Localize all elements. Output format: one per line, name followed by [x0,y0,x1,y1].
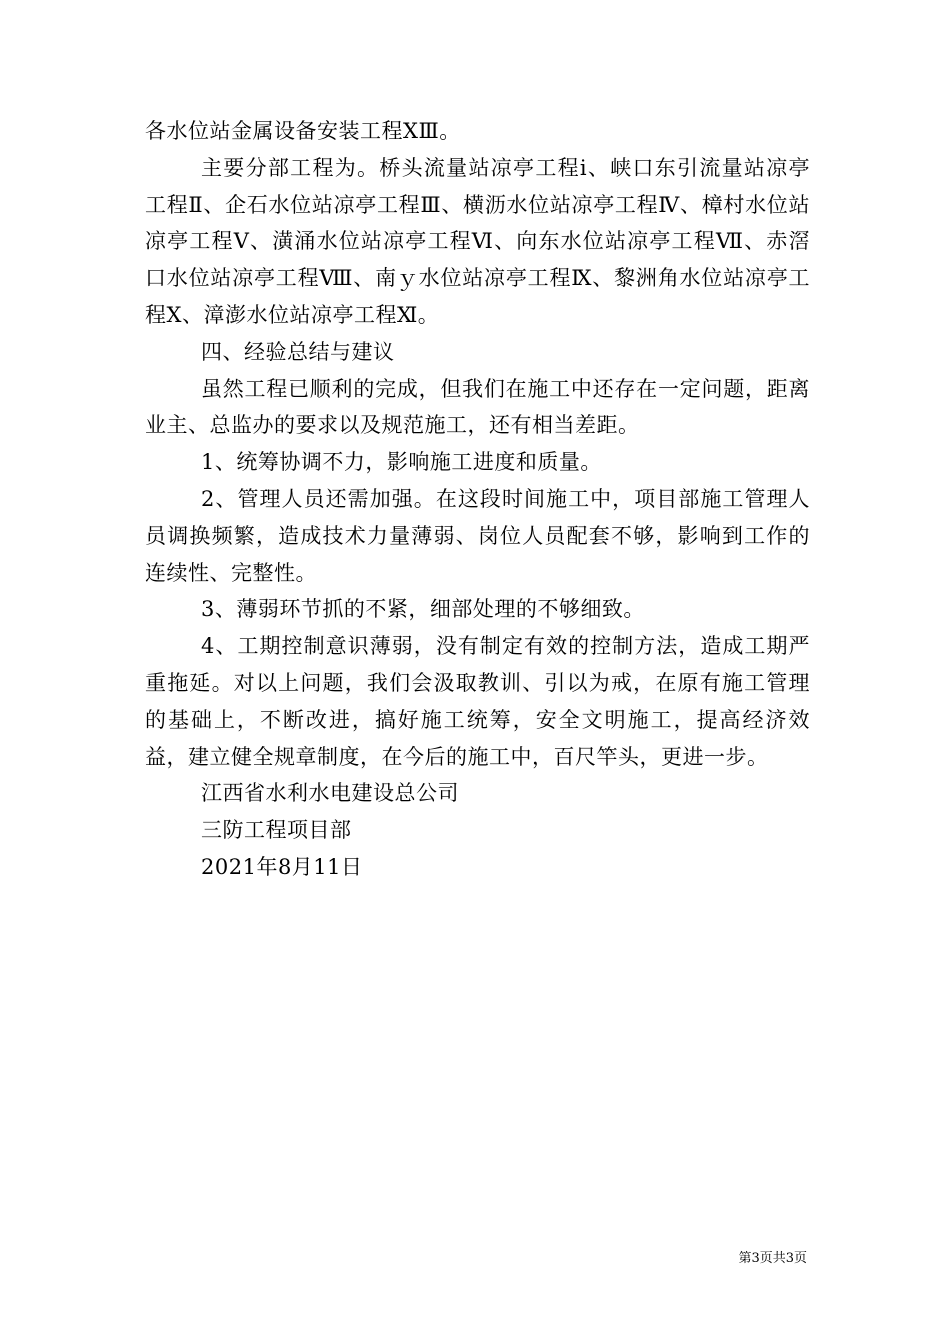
signature-date: 2021年8月11日 [201,854,363,879]
paragraph-intro: 虽然工程已顺利的完成，但我们在施工中还存在一定问题，距离业主、总监办的要求以及规范施工，还有相当差距。 [145,376,810,438]
list-item: 3、薄弱环节抓的不紧，细部处理的不够细致。 [201,597,645,622]
page-number: 第3页共3页 [738,1251,807,1266]
paragraph-continuation: 各水位站金属设备安装工程ⅩⅢ。 [145,119,461,143]
list-item: 2、管理人员还需加强。在这段时间施工中，项目部施工管理人员调换频繁，造成技术力量薄弱、岗位人员配套不够，影响到工作的连续性、完整性。 [145,486,810,585]
list-item: 1、统筹协调不力，影响施工进度和质量。 [201,450,602,475]
section-heading: 四、经验总结与建议 [201,339,395,364]
list-item: 4、工期控制意识薄弱，没有制定有效的控制方法，造成工期严重拖延。对以上问题，我们会汲取教训、引以为戒，在原有施工管理的基础上，不断改进，搞好施工统筹，安全文明施工，提高经济效益，建立健全规章制度，在今后的施工中，百尺竿头，更进一步。 [145,634,810,769]
paragraph-sub-projects: 主要分部工程为。桥头流量站凉亭工程ⅰ、峡口东引流量站凉亭工程Ⅱ、企石水位站凉亭工程Ⅲ、横沥水位站凉亭工程Ⅳ、樟村水位站凉亭工程Ⅴ、潢涌水位站凉亭工程Ⅵ、向东水位站凉亭工程Ⅶ、赤滘口水位站凉亭工程Ⅷ、南ｙ水位站凉亭工程Ⅸ、黎洲角水位站凉亭工程Ⅹ、漳澎水位站凉亭工程Ⅺ。 [145,155,810,327]
document-body [145,113,810,886]
signature-company: 江西省水利水电建设总公司 [201,781,459,806]
signature-department: 三防工程项目部 [201,818,352,843]
